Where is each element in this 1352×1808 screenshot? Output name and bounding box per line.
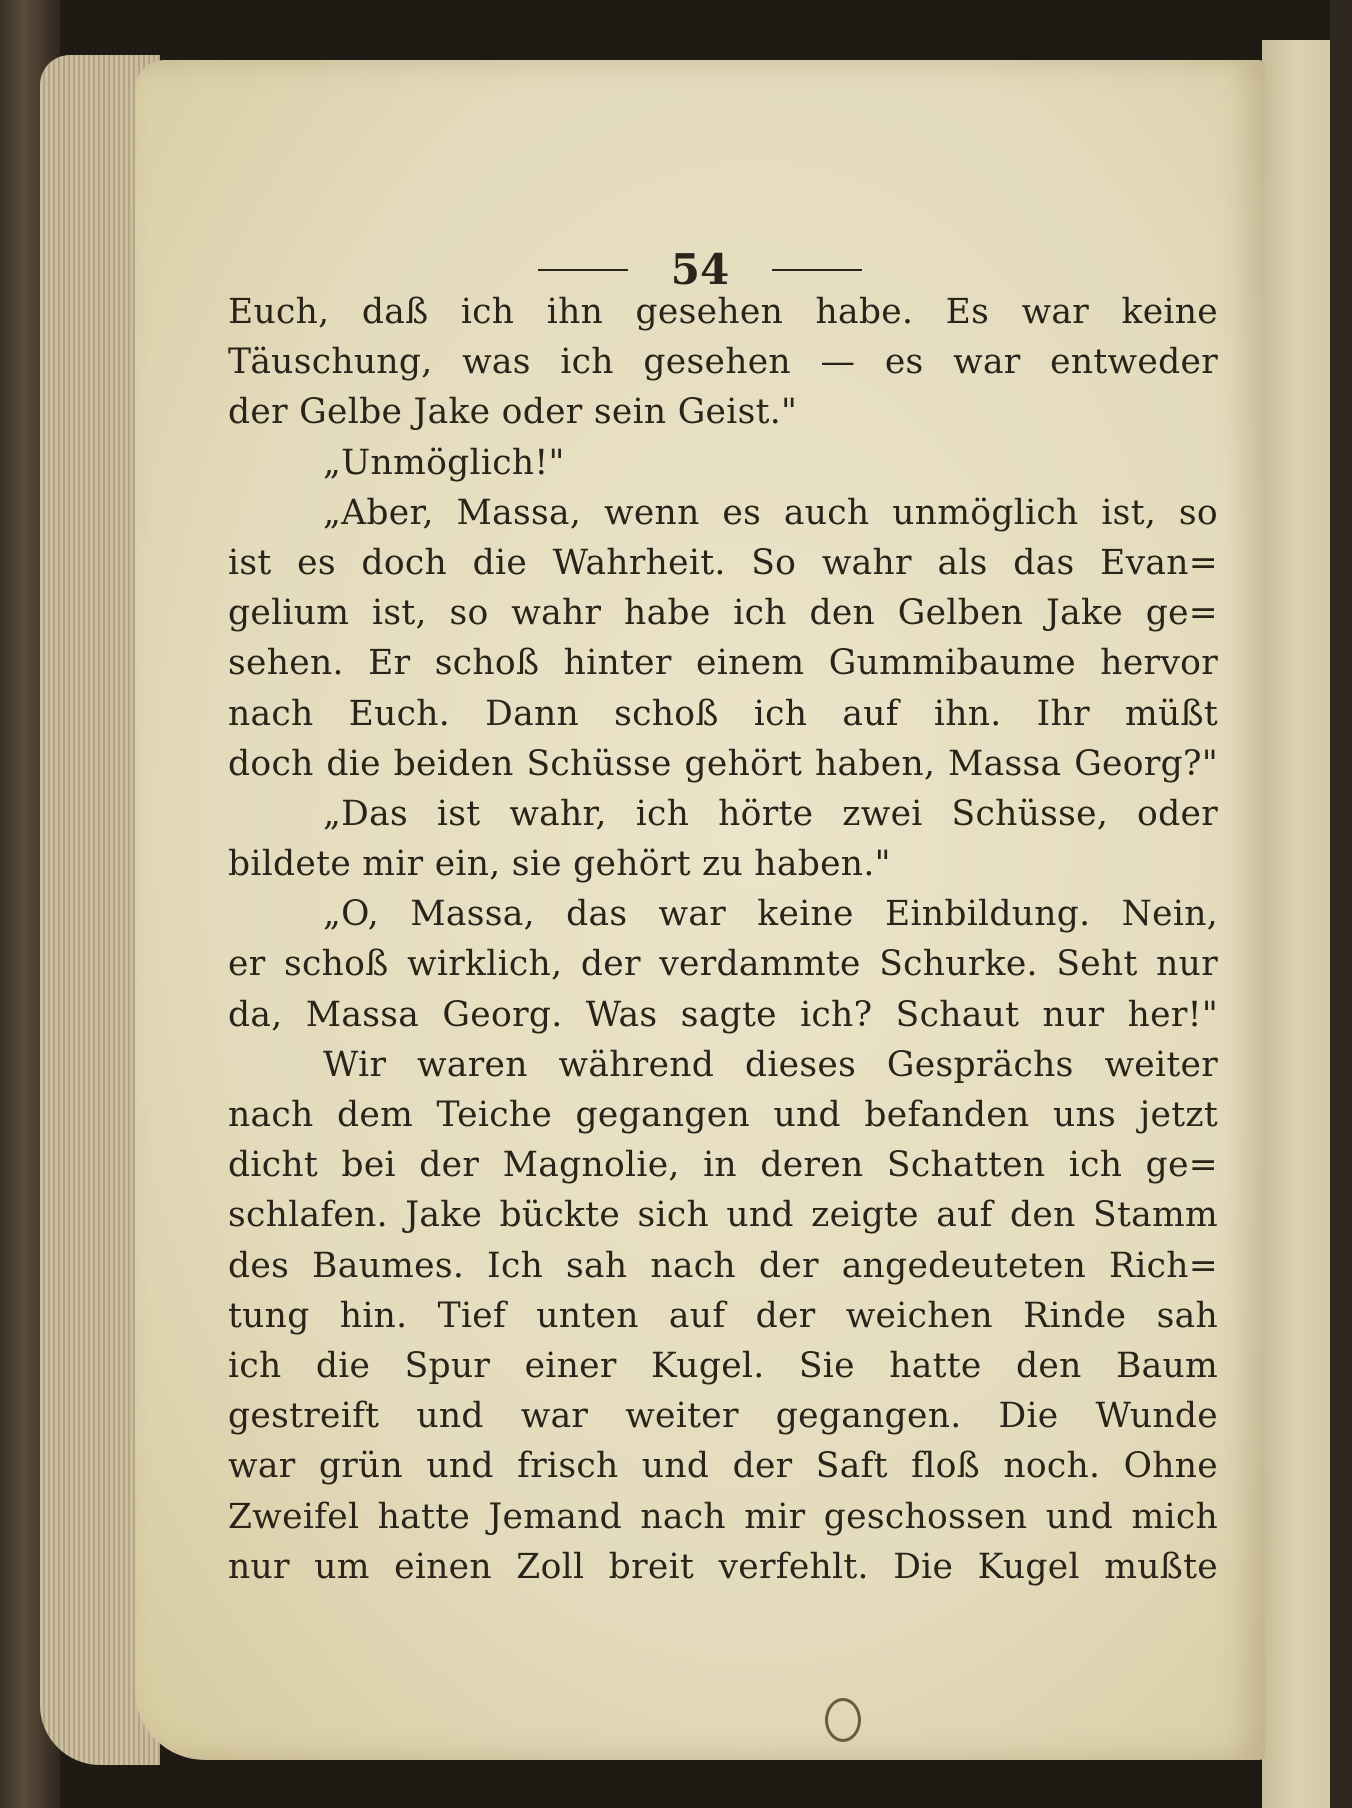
text-line: er schoß wirklich, der verdammte Schurke. Seht nur: [228, 944, 1218, 985]
text-line: sehen. Er schoß hinter einem Gummibaume hervor: [228, 643, 1218, 684]
page-text: [228, 287, 1218, 1592]
text-line: gestreift und war weiter gegangen. Die Wunde: [228, 1396, 1218, 1437]
text-line: „Aber, Massa, wenn es auch unmöglich ist, so: [323, 492, 1218, 533]
text-line: dicht bei der Magnolie, in deren Schatten ich ge=: [228, 1145, 1218, 1186]
text-line: „Das ist wahr, ich hörte zwei Schüsse, oder: [323, 793, 1218, 834]
text-line: nach dem Teiche gegangen und befanden uns jetzt: [228, 1095, 1218, 1135]
header-rule-right: [772, 269, 862, 271]
header-rule-left: [538, 269, 628, 271]
text-line: ist es doch die Wahrheit. So wahr als das Evan=: [228, 542, 1218, 583]
text-line: Wir waren während dieses Gesprächs weiter: [323, 1044, 1218, 1085]
book-binding-right: [1330, 0, 1352, 1808]
text-line: da, Massa Georg. Was sagte ich? Schaut nur her!": [228, 994, 1218, 1035]
text-line: tung hin. Tief unten auf der weichen Rinde sah: [228, 1295, 1218, 1336]
text-line: gelium ist, so wahr habe ich den Gelben Jake ge=: [228, 593, 1218, 634]
text-line: „O, Massa, das war keine Einbildung. Nein,: [323, 894, 1218, 935]
text-line: der Gelbe Jake oder sein Geist.": [228, 392, 798, 433]
text-line: schlafen. Jake bückte sich und zeigte auf den Stamm: [228, 1195, 1218, 1236]
text-line: Euch, daß ich ihn gesehen habe. Es war keine: [228, 292, 1218, 332]
text-line: ich die Spur einer Kugel. Sie hatte den Baum: [228, 1345, 1218, 1386]
text-line: nach Euch. Dann schoß ich auf ihn. Ihr müßt: [228, 693, 1218, 734]
text-line: nur um einen Zoll breit verfehlt. Die Kugel mußte: [228, 1546, 1218, 1587]
page-hole: [825, 1698, 861, 1742]
text-line: bildete mir ein, sie gehört zu haben.": [228, 844, 891, 885]
text-line: „Unmöglich!": [323, 442, 565, 483]
text-line: doch die beiden Schüsse gehört haben, Massa Georg?": [228, 743, 1218, 784]
text-line: Zweifel hatte Jemand nach mir geschossen und mich: [228, 1496, 1218, 1537]
text-line: war grün und frisch und der Saft floß noch. Ohne: [228, 1446, 1218, 1487]
page-number: 54: [670, 245, 730, 294]
text-line: Täuschung, was ich gesehen — es war entweder: [228, 342, 1218, 383]
text-line: des Baumes. Ich sah nach der angedeuteten Rich=: [228, 1245, 1218, 1286]
